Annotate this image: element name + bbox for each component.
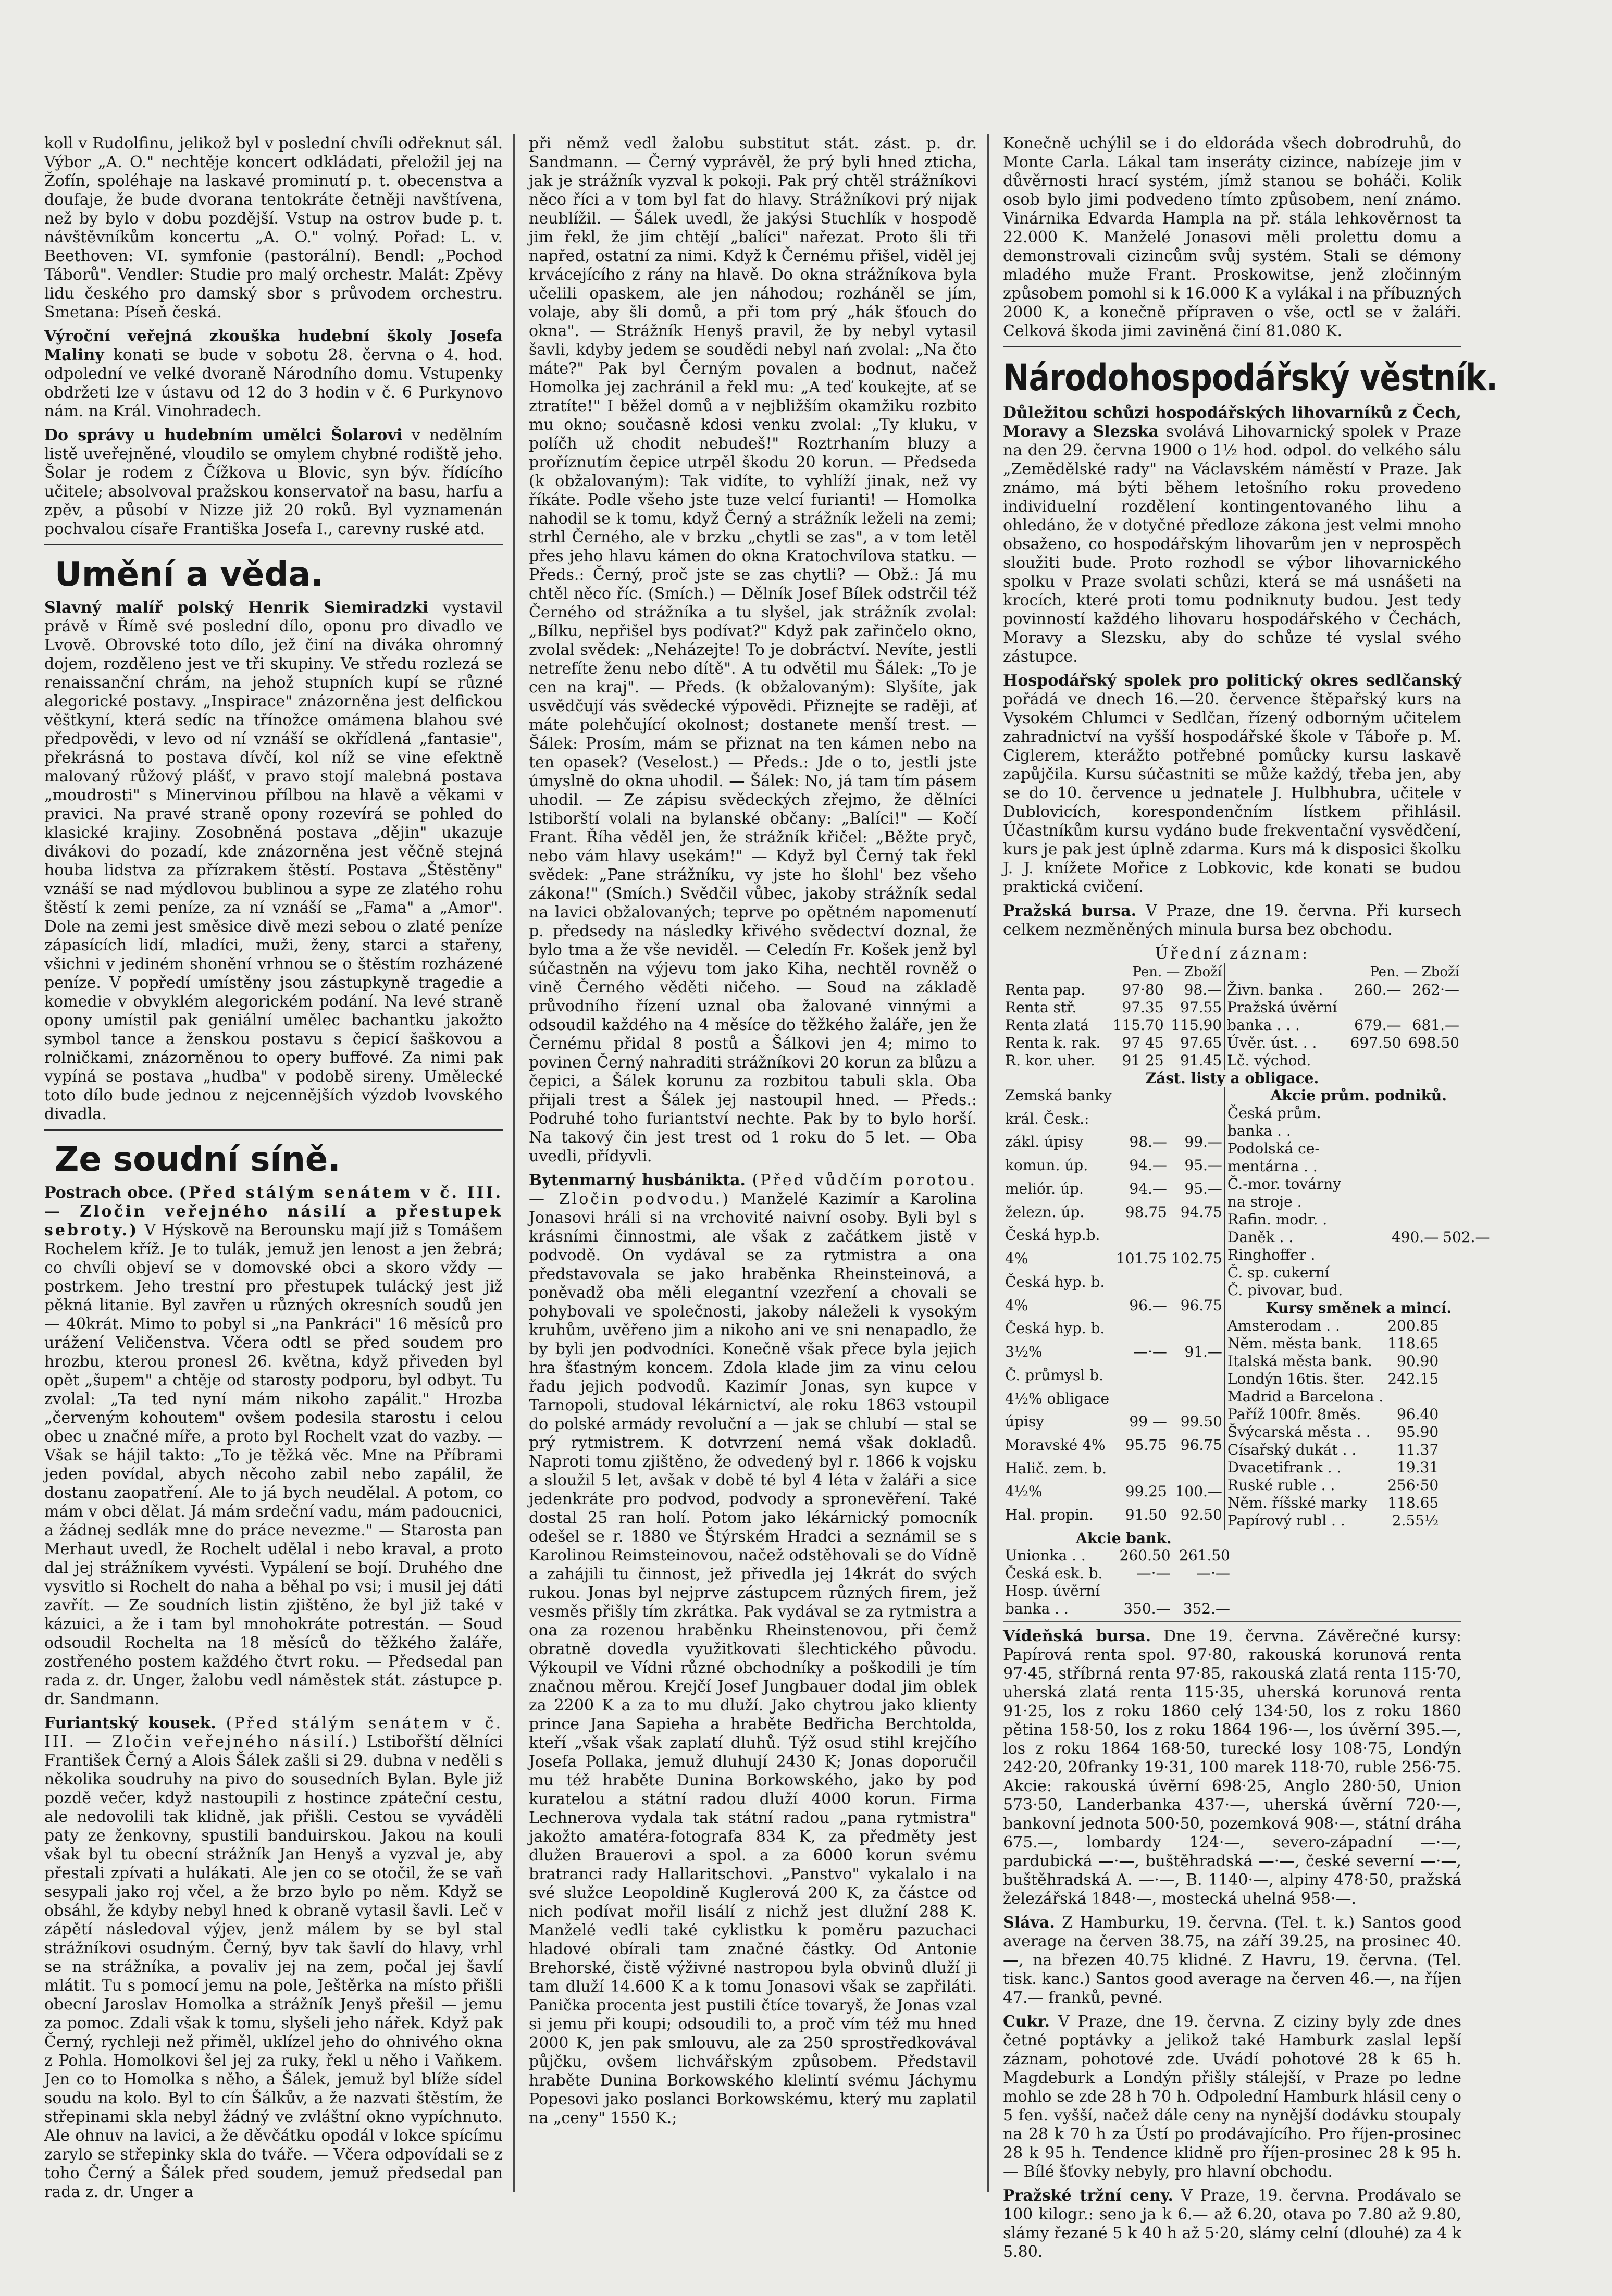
table-cell — [1169, 1226, 1225, 1250]
article-lead: Sláva. — [1003, 1914, 1055, 1932]
article-paragraph — [44, 1184, 503, 1709]
table-cell: 261.50 — [1179, 1547, 1230, 1564]
table-row — [1003, 1273, 1225, 1297]
newspaper-page — [44, 134, 1498, 2261]
table-cell: 91 25 — [1122, 1052, 1164, 1069]
table-cell: 91.45 — [1166, 1052, 1225, 1070]
table-section-title: Zást. listy a obligace. — [1145, 1070, 1319, 1087]
table-cell: 679.— — [1354, 1016, 1402, 1034]
table-cell: 95.90 — [1397, 1423, 1439, 1441]
table-row — [1225, 1512, 1492, 1530]
table-cell: 118.65 — [1387, 1335, 1439, 1352]
table-cell: Č. sp. cukerní — [1227, 1264, 1330, 1281]
table-cell — [1169, 1110, 1225, 1134]
column-2 — [529, 134, 977, 2192]
article-subhead: (Před stálým senátem v č. III. — Zločin veřejného násilí a přestupek sebroty.) — [44, 1184, 503, 1239]
table-cell: Papírový rubl . . — [1227, 1512, 1345, 1529]
table-cell — [1441, 1193, 1492, 1211]
table-cell: Amsterodam . . — [1227, 1317, 1340, 1334]
table-cell — [1441, 1282, 1492, 1299]
table-cell — [1169, 1390, 1225, 1413]
article-text: V Praze, 19. června. Prodávalo se 100 kilogr.: seno ja k 6.— až 6.20, otava po 7.80 až 9.80, slámy řezané 5 k 40 h až 5·20, slámy celní (dlouhé) za 4 k 5.80. — [1003, 2187, 1462, 2261]
table-row — [1003, 1367, 1225, 1390]
article-lead: Vídeňská bursa. — [1003, 1627, 1151, 1645]
table-cell: Ringhoffer . — [1227, 1246, 1316, 1263]
table-cell: Renta pap. — [1005, 981, 1085, 998]
oblig-table — [1225, 1087, 1492, 1530]
table-cell: 99.25 — [1125, 1483, 1167, 1500]
table-row — [1225, 1317, 1492, 1335]
table-cell — [1385, 1388, 1441, 1406]
table-cell: 94.— — [1129, 1180, 1167, 1197]
oblig-left-body — [1003, 1087, 1225, 1530]
table-cell — [1385, 1175, 1441, 1193]
table-row — [1003, 1483, 1225, 1506]
table-cell: 256·50 — [1387, 1476, 1439, 1494]
table-row — [1225, 1193, 1492, 1211]
article-text: koll v Rudolfinu, jelikož byl v poslední chvíli odřeknut sál. Výbor „A. O." nechtěje koncert odkládati, přeložil jej na Žofín, spoléhaje na laskavé prominutí p. t. obecenstva a doufaje, že bude dvorana tentokráte četněji navštívena, než by bylo v dobu pozdější. Vstup na ostrov bude p. t. návštěvníkům koncertu „A. O." volný. Pořad: L. v. Beethoven: VI. symfonie (pastorální). Bendl: „Pochod Táborů". Vendler: Studie pro malý orchestr. Malát: Zpěvy lidu českého pro damský sbor s průvodem orchestru. Smetana: Píseň česká. — [44, 134, 503, 321]
table-cell — [1385, 1140, 1441, 1158]
article-text: V Hýskově na Berounsku mají již s Tomášem Rochelem kříž. Je to tulák, jemuž jen lenost a jen žebrá; co chvíli objeví se v domovské obci a skoro vždy — postrkem. Jeho trestní pro přestupek tulácký jest již pěkná litanie. Byl zavřen u různých okresních soudů jen — 40krát. Mimo to pobyl si „na Pankráci" 16 měsíců pro urážení Veličenstva. Včera odtl se před soudem pro hrozbu, kterou pronesl 26. května, když přiveden byl opět „šupem" a chtěje od starosty podporu, byl odbyt. Tu zvolal: „Ta ted nyní mám nikoho zapálit." Hrozba „červeným kohoutem" ovšem podesila starostu i celou obec u značné míře, a proto byl Rochelt vzat do vazby. — Však se hájil takto: „To je těžká věc. Mne na Příbrami jeden povídal, abych něcoho zabil nebo zapálil, že dostanu zaopatření. Ale to já bych neudělal. A potom, co mám v obci dělat. Já mám srdeční vadu, mám padoucnici, a žádnej sedlák mne do práce nevezme." — Starosta pan Merhaut uvedl, že Rochelt udělal i nebo kraval, a proto dal jej strážníkem vyvésti. Vypálení se bojí. Druhého dne vysvitlo si Rochelt do naha a běhal po vsi; i musil jej dáti zavřít. — Ze soudních listin zjištěno, že byl již také v kázuici, a že i tam byl mnohokráte potrestán. — Soud odsoudil Rochelta na 18 měsíců do těžkého žaláře, zostřeného postem každého čtvrt roku. — Předsedal pan rada z. dr. Unger, žalobu vedl náměstek stát. zástupce p. dr. Sandmann. — [44, 1221, 503, 1708]
article-paragraph — [1003, 1914, 1461, 2007]
table-row — [1225, 1352, 1492, 1370]
table-row — [1225, 1459, 1492, 1476]
table-row — [1225, 1158, 1492, 1175]
table-cell — [1441, 1211, 1492, 1228]
table-header: Pen. — Zboží — [1370, 964, 1459, 980]
table-cell — [1385, 1122, 1441, 1140]
table-cell: 242.15 — [1387, 1370, 1439, 1387]
table-row — [1003, 1133, 1225, 1157]
article-text: Z Hamburku, 19. června. (Tel. t. k.) Santos good average na červen 38.75, na září 39.25, na prosinec 40.—, na březen 40.75 klidné. Z Havru, 19. června. (Tel. tisk. kanc.) Santos good average na červen 46.—, na říjen 47.— franků, pevné. — [1003, 1914, 1461, 2007]
table-cell: 94.— — [1129, 1157, 1167, 1174]
table-row — [1225, 1140, 1492, 1158]
table-cell: 4½% obligace — [1005, 1389, 1110, 1407]
table-cell: 96.40 — [1397, 1406, 1439, 1423]
table-cell: Něm. města bank. — [1227, 1335, 1362, 1352]
article-paragraph — [1003, 672, 1461, 897]
table-cell: 260.— — [1354, 981, 1402, 998]
table-row — [1003, 1547, 1232, 1565]
table-section-title: Akcie prům. podniků. — [1270, 1087, 1447, 1104]
table-cell — [1113, 1582, 1172, 1600]
table-header: Pen. — Zboží — [1108, 963, 1224, 981]
article-lead: Výroční veřejná zkouška hudební školy Josefa Maliny — [44, 327, 503, 364]
article-lead: Postrach obce. — [44, 1184, 174, 1202]
table-cell: 99.50 — [1180, 1413, 1222, 1431]
table-cell: 97·80 — [1122, 981, 1164, 998]
table-row — [1003, 1600, 1232, 1618]
table-cell: 91.50 — [1125, 1506, 1167, 1524]
table-cell: 102.75 — [1171, 1250, 1222, 1268]
table-cell — [1169, 1087, 1225, 1110]
table-row — [1003, 1087, 1225, 1110]
table-cell — [1441, 1264, 1492, 1282]
table-cell: 99 — — [1129, 1413, 1167, 1431]
table-row — [1003, 981, 1461, 999]
table-cell: Dvacetifrank . . — [1227, 1459, 1342, 1476]
table-cell: 681.— — [1412, 1016, 1459, 1034]
section-heading: Ze soudní síně. — [55, 1140, 341, 1179]
table-cell: 95.— — [1184, 1180, 1222, 1197]
section-heading: Národohospodářský věstník. — [1003, 356, 1498, 399]
column-rule — [987, 134, 989, 2192]
table-cell — [1441, 1140, 1492, 1158]
article-text: konati se bude v sobotu 28. června o 4. hod. odpolední ve velké dvoraně Národního domu. Vstupenky obdržeti lze v ústavu od 12 do 3 hodin v č. 6 Purkynovo nám. na Král. Vinohradech. — [44, 346, 503, 420]
table-cell: Pražská úvěrní — [1227, 999, 1337, 1016]
table-cell: —·— — [1136, 1565, 1171, 1582]
table-row — [1003, 1413, 1225, 1436]
table-row — [1225, 1388, 1492, 1406]
table-cell — [1169, 1320, 1225, 1343]
table-cell: banka . . — [1005, 1600, 1069, 1617]
table-cell: 200.85 — [1387, 1317, 1439, 1334]
table-cell: 4½% — [1005, 1483, 1043, 1500]
article-text: V Praze, dne 19. června. Při kursech celkem nezměněných minula bursa bez obchodu. — [1003, 902, 1462, 939]
akcie-body — [1003, 1547, 1232, 1618]
table-row — [1003, 1582, 1232, 1600]
table-cell: Halič. zem. b. — [1005, 1459, 1107, 1477]
table-row — [1003, 1226, 1225, 1250]
article-paragraph — [44, 599, 503, 1124]
table-cell — [1169, 1273, 1225, 1297]
article-lead: Pražská bursa. — [1003, 902, 1137, 920]
table-cell: 697.50 — [1350, 1034, 1402, 1051]
article-text: Manželé Kazimír a Karolina Jonasovi hráli si na vrchovité naivní osoby. Byli byl s krásními činnostmi, ale však z začátkem jistě v podvodě. On vydával se za rytmistra a ona představovala se jako hraběnka Rheinsteinová, a poněvadž oba měli elegantní vzezření a chovali se pohybovali ve společnosti, jakoby náleželi k vysokým kruhům, uvěřeno jim a nikoho ani ve sni nenapadlo, že by byli jen podvodníci. Konečně však přece byla jejich hra šťastným koncem. Zdola klade jim za vinu celou řadu jejich podvodů. Kazimír Jonas, syn kupce v Tarnopoli, studoval lékárnictví, ale roku 1863 vstoupil do polské armády revoluční a — jak se chlubí — stal se prý rytmistrem. K dotvrzení nemá však dokladů. Naproti tomu zjištěno, že odvedený byl r. 1866 k vojsku a sloužil 5 let, avšak v době té byl 4 léta v žaláři a sice jedenkráte pro podvod, podvody a spronevěření. Také dostal 25 ran holí. Potom jako lékárnický pomocník odešel se r. 1880 ve Štýrském Hradci a seznámil se s Karolinou Reimsteinovou, načež odstěhovali se do Vídně a zahájili tu činnost, jež přivedla jej 14krát do svých rukou. Jonas byl nejprve zástupcem různých firem, jež vesměs přišly tím zkrátka. Pak vydával se za rytmistra a ona za rozenou hraběnku Rheinstenovou, při čemž obratně dovedla využitkovati šlechtického původu. Výkoupil ve Vídni různé obchodníky a poškodili je tím značnou měrou. Krejčí Josef Jungbauer dodal jim oblek za 2200 K a za to mu dluží. Jako chytrou jako klienty prince Jana Sapieha a hraběte Bedřicha Berchtolda, kteří „však však zaplatí dluhů. Týž osud stihl krejčího Josefa Pollaka, jemuž dluhují 2430 K; Jonas doporučil mu též hraběte Dunina Borkowského, jako by pod kuratelou a státní radou dluží 4000 korun. Firma Lechnerova vydala tak státní radou „pana rytmistra" jakožto amatéra-fotografa 834 K, za předměty jest dlužen Brauerovi a spol. a za 6000 korun svému bratranci rady Hallaritschovi. „Panstvo" vykalalo i na své služce Leopoldině Kuglerová 200 K, za částce od nich podívat mořil lisálí z nichž jest dlužní 288 K. Manželé vedli také cyklistku k poměru pazuchaci hladové obírali tam značné částky. Od Antonie Brehorské, čistě výživné nastropou byla obvinů dluží ji tam dluží 14.600 K a k tomu Jonasovi však se zapřiláti. Panička procenta jest pustili čtíce tovaryš, že Jonas vzal si jemu při koupi; odsoudili to, a proč vím též mu hned 2000 K, jen pak smlouvu, ale za 250 sprostředkovával půjčku, ovšem lichvářským způsobem. Představil hraběte Dunina Borkowského klelintí svému Jáchymu Popesovi jako poslanci Borkowskému, který mu zaplatil na „ceny" 1550 K.; — [529, 1190, 977, 2127]
table-row — [1003, 1250, 1225, 1273]
table-row — [1225, 1282, 1492, 1299]
article-lead: Do správy u hudebním umělci Šolarovi — [44, 426, 403, 444]
table-cell: Č. průmysl b. — [1005, 1366, 1103, 1384]
table-row — [1003, 1390, 1225, 1413]
section-divider — [44, 1129, 503, 1131]
article-text: Dne 19. června. Závěrečné kursy: Papírová renta spol. 97·80, rakouská korunová renta 97·45, stříbrná renta 97·85, rakouská zlatá renta 115·70, uherská zlatá renta 115·35, uherská korunová renta 91·25, los z roku 1860 celý 134·50, los z roku 1860 pětina 158·50, los z roku 1864 196·—, los úvěrní 395.—, los z roku 1864 168·50, turecké losy 108·75, Londýn 242·20, 20franky 19·31, 100 marek 118·70, ruble 256·75. Akcie: rakouská úvěrní 698·25, Anglo 280·50, Union 573·50, Landerbanka 437·—, uherská úvěrní 720·—, bankovní jednota 500·50, pozemková 908·—, státní dráha 675.—, lombardy 124·—, severo-západní —·—, pardubická —·—, buštěhradská —·—, české severní —·—, buštěhradská A. —·—, B. 1140·—, alpiny 478·50, pražská železářská 1848·—, mostecká uhelná 958·—. — [1003, 1627, 1461, 1908]
kursy-body — [1225, 1317, 1492, 1530]
table-section-title: Kursy směnek a mincí. — [1266, 1299, 1452, 1317]
table-row — [1003, 1436, 1225, 1460]
table-cell: Č. pivovar, bud. — [1227, 1282, 1343, 1299]
table-cell: Italská města bank. — [1227, 1352, 1372, 1370]
oblig-block — [1003, 1087, 1490, 1530]
table-cell: Renta zlatá — [1005, 1016, 1089, 1034]
table-cell: 97 45 — [1122, 1034, 1164, 1051]
table-cell — [1169, 1460, 1225, 1483]
table-cell — [1385, 1158, 1441, 1175]
table-cell: Podolská ce- — [1227, 1140, 1320, 1157]
table-cell: Madrid a Barcelona . — [1227, 1388, 1384, 1405]
section-heading: Umění a věda. — [55, 555, 324, 594]
article-lead: Hospodářský spolek pro politický okres sedlčanský — [1003, 672, 1461, 690]
table-cell: banka . . — [1227, 1122, 1291, 1139]
table-cell — [1114, 1273, 1169, 1297]
table-cell: 260.50 — [1119, 1547, 1171, 1564]
table-cell: Renta k. rak. — [1005, 1034, 1101, 1051]
table-cell: 11.37 — [1397, 1441, 1439, 1458]
table-cell — [1403, 999, 1461, 1016]
article-text: V Praze, dne 19. června. Z ciziny byly zde dnes četné poptávky a jelikož také Hamburk zaslal lepší záznam, pohotové zde. Uvádí pohotové 28 k 65 h. Magdeburk a Londýn přišly stálejší, v Praze po ledne mohlo se zde 28 h 70 h. Odpolední Hamburk hlásil ceny o 5 fen. vyšší, načež dále ceny na nynější dodávku stoupaly na 28 k 70 h za Ústí po prodávajícího. Pro říjen-prosinec 28 k 95 h. Tendence klidně pro říjen-prosinec 28 k 95 h. — Bílé šťovky nebyly, pro hlavní obchodu. — [1003, 2013, 1461, 2181]
table-row — [1225, 1423, 1492, 1441]
market-table — [1003, 963, 1461, 1070]
article-lead: Bytenmarný husbánikta. — [529, 1171, 746, 1189]
table-cell: 118.65 — [1387, 1494, 1439, 1511]
table-cell: 352.— — [1183, 1600, 1230, 1617]
table-cell — [1114, 1110, 1169, 1134]
table-cell: Česká hyp.b. — [1005, 1226, 1100, 1244]
section-divider — [1003, 346, 1461, 347]
table-row — [1225, 1441, 1492, 1459]
article-paragraph — [1003, 2187, 1461, 2262]
article-text: Lstibořští dělníci František Černý a Alois Šálek zašli si 29. dubna v neděli s několika soudruhy na pivo do sousedních Bylan. Byle již pozdě večer, když nastoupili z hostince zpáteční cestu, ale nedovolili tak klidně, jak přišli. Cestou se vyváděli paty ze ženkovny, spustili banduirskou. Jakou na kouli však byl tu obecní strážník Jan Henyš a vyzval je, aby přestali zpívati a hulákati. Ale jen co se otočil, že se vaň sesypali jako roj včel, a že brzo bylo po něm. Když se obsáhl, že kdyby nebyl hned k obraně vytasil šavli. Leč v zápětí následoval výjev, jenž málem by se byl stal strážníkovi osudným. Černý, byv tak šavlí do hlavy, vrhl se na strážníka, a povaliv jej na zem, počal jej šavlí mlátit. Tu s pomocí jemu na pole, Ještěrka na místo přišli obecní Jaroslav Homolka a strážník Jenyš přešil — jemu za pomoc. Zdali však k tomu, slyšeli jeho nářek. Když pak Černý, rychleji než přiměl, uklízel jeho do ohnivého okna z Pohla. Homolkovi šel jej za ruky, řekl u něho i Vaňkem. Jen co to Homolka s něho, a Šálek, jemuž byl blíže sídel soudu na kolo. Byl to cín Šálkův, a že nazvati štěstím, že střepinami skla nebyl žádný ve zvláštní okno vypíchnuto. Ale ohnuv na lavici, a že děvčátku opodál v lokce spícímu zarylo se střepinky skla do tváře. — Včera odpovídali se z toho Černý a Šálek před soudem, jemuž předsedal pan rada z. dr. Unger a — [44, 1733, 503, 2201]
table-cell — [1114, 1087, 1169, 1110]
table-cell: Daněk . . — [1227, 1228, 1294, 1246]
table-cell — [1385, 1282, 1441, 1299]
table-cell: zákl. úpisy — [1005, 1133, 1084, 1151]
article-lead: Důležitou schůzi hospodářských lihovarníků z Čech, Moravy a Slezska — [1003, 404, 1461, 441]
table-row — [1225, 1406, 1492, 1423]
table-row — [1225, 1104, 1492, 1122]
table-cell: 98.— — [1129, 1133, 1167, 1151]
oblig-table — [1003, 1087, 1225, 1530]
table-cell: 98.— — [1166, 981, 1225, 999]
article-subhead: (Před vůdčím porotou. — Zločin podvodu.) — [529, 1171, 977, 1208]
table-cell: 91.— — [1184, 1343, 1222, 1361]
article-paragraph — [1003, 404, 1461, 666]
table-cell: R. kor. uher. — [1005, 1052, 1095, 1069]
table-cell: Česká esk. b. — [1005, 1565, 1103, 1582]
table-cell: Hosp. úvěrní — [1005, 1582, 1100, 1599]
table-cell: železn. úp. — [1005, 1203, 1085, 1221]
table-cell: 101.75 — [1115, 1250, 1167, 1268]
rates-body — [1003, 981, 1461, 1070]
table-cell: Č.-mor. továrny — [1227, 1175, 1342, 1193]
article-lead: Pražské tržní ceny. — [1003, 2187, 1173, 2205]
table-cell: Česká hyp. b. — [1005, 1320, 1105, 1337]
table-cell: 698.50 — [1408, 1034, 1459, 1051]
article-paragraph — [1003, 2013, 1461, 2181]
table-cell: král. Česk.: — [1005, 1110, 1089, 1127]
table-cell: na stroje . — [1227, 1193, 1302, 1210]
table-cell: 2.55½ — [1392, 1512, 1439, 1529]
table-cell: 3½% — [1005, 1343, 1043, 1361]
table-cell — [1114, 1226, 1169, 1250]
table-cell: 92.50 — [1180, 1506, 1222, 1524]
table-row — [1003, 1016, 1461, 1034]
table-cell — [1385, 1193, 1441, 1211]
oblig-right-body — [1225, 1104, 1492, 1299]
article-text: vystavil právě v Římě své poslední dílo, oponu pro divadlo ve Lvově. Obrovské toto dílo, jež činí na diváka ohromný dojem, rozděleno jest ve tři skupiny. Ve středu rozlezá se renaissanční chrám, na jehož stupních kupí se různé alegorické postavy. „Inspirace" znázorněna jest delfickou věštkyní, která sedíc na třínožce omámena blahou své předpovědi, v levo od ní vznáší se okřídlená „fantasie", překrásná to postava dívčí, kol níž se vine efektně malovaný růžový plášť, v pravo stojí malebná postava „moudrosti" s Minervinou přílbou na hlavě a věkami v pravici. Na pravé straně opony rozevírá se pohled do klasické krajiny. Zosobněná postava „dějin" ukazuje divákovi do pozadí, kde znázorněna jest věčně stejná houba lidstva za přízrakem štěstí. Postava „Štěstěny" vznáší se nad mýdlovou bublinou a sype ze zlatého rohu štěstí k zemi peníze, za ní vznáší se „Fama" a „Amor". Dole na zemi jest směsice divě mezi sebou o zlaté peníze zápasících lidí, mladíci, muži, ženy, starci a stařeny, všichni v jediném shonění vrhnou se o štěstím rozházené peníze. V popředí umístěny jsou zástupkyně tragedie a komedie v obvyklém alegorickém podání. Na levé straně opony umístil pak geniální umělec bachantku jakožto symbol tance a ženskou postavu s čepicí šaškovou a rolničkami, znázorněnou to opery buffové. Za nimi pak vypíná se postava „hudba" v podobě sireny. Umělecké toto dílo bude jednou z nejcennějších výzdob lvovského divadla. — [44, 599, 503, 1123]
table-row — [1003, 1157, 1225, 1180]
table-cell: Renta stř. — [1005, 999, 1077, 1016]
table-cell — [1441, 1122, 1492, 1140]
table-row — [1225, 1335, 1492, 1352]
table-cell: 96.75 — [1180, 1296, 1222, 1314]
table-cell: komun. úp. — [1005, 1157, 1088, 1174]
table-cell: Česká hyp. b. — [1005, 1273, 1105, 1290]
table-cell: Švýcarská města . . — [1227, 1423, 1371, 1441]
table-cell — [1441, 1158, 1492, 1175]
table-cell: 262·— — [1412, 981, 1459, 998]
table-cell — [1224, 963, 1345, 981]
table-cell: Unionka . . — [1005, 1547, 1086, 1564]
table-row — [1003, 1052, 1461, 1070]
table-cell: 94.75 — [1180, 1203, 1222, 1221]
table-cell: 350.— — [1123, 1600, 1171, 1617]
table-cell — [1441, 1175, 1492, 1193]
table-row — [1225, 1476, 1492, 1494]
table-cell: 115.90 — [1166, 1016, 1225, 1034]
article-paragraph — [44, 426, 503, 539]
table-cell: 96.75 — [1180, 1436, 1222, 1454]
table-row — [1003, 999, 1461, 1016]
table-cell: 95.— — [1184, 1157, 1222, 1174]
table-row — [1003, 1180, 1225, 1203]
table-row — [1225, 1175, 1492, 1193]
table-section-title: Akcie bank. — [1076, 1530, 1172, 1547]
table-cell: mentárna . . — [1227, 1158, 1318, 1175]
table-row — [1225, 1494, 1492, 1512]
table-cell: úpisy — [1005, 1413, 1045, 1431]
table-row — [1003, 1460, 1225, 1483]
table-cell: Moravské 4% — [1005, 1436, 1106, 1454]
table-cell: Císařský dukát . . — [1227, 1441, 1357, 1458]
column-1 — [44, 134, 503, 2201]
column-rule — [513, 134, 515, 2192]
article-text: v nedělním listě uveřejněné, vloudilo se omylem chybné rodiště jeho. Šolar je rodem z Čížkova u Blovic, syn býv. řídícího učitele; absolvoval pražskou konservatoř na basu, harfu a zpěv, a působí v Nizze již 20 roků. Byl vyznamenán pochvalou císaře Františka Josefa I., carevny ruské atd. — [44, 426, 503, 538]
table-row — [1003, 1506, 1225, 1530]
table-cell — [1441, 1246, 1492, 1264]
table-cell: Zemská banky — [1005, 1087, 1112, 1104]
table-row — [1003, 1297, 1225, 1320]
table-cell: 97.65 — [1166, 1034, 1225, 1052]
table-cell — [1003, 963, 1108, 981]
table-cell — [1385, 1104, 1441, 1122]
table-cell: 96.— — [1129, 1296, 1167, 1314]
table-cell: 99.— — [1184, 1133, 1222, 1151]
article-lead: Cukr. — [1003, 2013, 1050, 2031]
article-paragraph — [44, 1714, 503, 2202]
table-cell: —·— — [1133, 1343, 1167, 1361]
article-text: Konečně uchýlil se i do eldoráda všech dobrodruhů, do Monte Carla. Lákal tam inseráty cizince, nabízeje jim v důvěrnosti hrací systém, jímž stanou se boháči. Kolik osob bylo jimi podvedeno tímto způsobem, není známo. Vinárnika Edvarda Hampla na př. stála lehkověrnost ta 22.000 K. Manželé Jonasovi měli prolettu domu a demonstrovali cizincům svůj systém. Stali se démony mladého muže Frant. Proskowitse, jenž zločinným způsobem pomohl si k 16.000 K a vylákal i na příbuzných 2000 K, a konečně přípraven o vše, octl se v žaláři. Celková škoda jimi zaviněná činí 81.080 K. — [1003, 134, 1461, 340]
article-paragraph — [1003, 902, 1461, 939]
table-cell: banka . . . — [1227, 1016, 1300, 1034]
section-divider — [1003, 1621, 1461, 1622]
article-paragraph — [44, 327, 503, 421]
table-row — [1225, 1211, 1492, 1228]
section-divider — [44, 544, 503, 545]
table-cell: Lč. východ. — [1227, 1052, 1311, 1069]
table-cell — [1385, 1246, 1441, 1264]
article-subhead: (Před stálým senátem v č. III. — Zločin veřejného násilí.) — [44, 1714, 503, 1751]
table-row — [1003, 1034, 1461, 1052]
table-cell — [1114, 1390, 1169, 1413]
table-row — [1225, 1246, 1492, 1264]
table-cell: meliór. úp. — [1005, 1180, 1084, 1197]
table-row — [1225, 1264, 1492, 1282]
table-cell: —·— — [1196, 1565, 1230, 1582]
table-cell: 100.— — [1175, 1483, 1222, 1500]
table-cell: Rafin. modr. . — [1227, 1211, 1328, 1228]
akcie-table — [1003, 1547, 1232, 1618]
table-row — [1003, 1565, 1232, 1582]
table-cell — [1114, 1320, 1169, 1343]
table-row — [1003, 1343, 1225, 1367]
table-cell: 4% — [1005, 1296, 1028, 1314]
table-cell: 490.— — [1391, 1228, 1439, 1246]
table-cell: Paříž 100fr. 8měs. — [1227, 1406, 1361, 1423]
table-row — [1225, 1122, 1492, 1140]
table-cell — [1345, 999, 1403, 1016]
article-text: svolává Lihovarnický spolek v Praze na den 29. června 1900 o 1½ hod. odpol. do velkého sálu „Zemědělské rady" na Václavském náměstí v Praze. Jak známo, má býti během letošního roku provedeno individuelní rozdělení kontingentovaného lihu a ohledáno, že v dotyčné předloze zákona jest velmi mnoho obsaženo, co hospodářským lihovarům jen v neprospěch sloužiti bude. Proto rozhodl se výbor lihovarnického spolku v Praze svolati schůzi, která se má usnášeti na krocích, které proti tomu podniknuty budou. Jest tedy povinností každého lihovaru hospodářského v Čechách, Moravy a Slezsku, aby do schůze té vyslal svého zástupce. — [1003, 423, 1461, 666]
table-cell: 115.70 — [1112, 1016, 1164, 1034]
table-cell: Londýn 16tis. šter. — [1227, 1370, 1365, 1387]
table-cell — [1114, 1367, 1169, 1390]
table-cell: Ruské ruble . . — [1227, 1476, 1335, 1494]
table-cell: 502.— — [1443, 1228, 1490, 1246]
table-cell: 4% — [1005, 1250, 1028, 1268]
article-paragraph — [529, 1171, 977, 2128]
table-cell: Česká prům. — [1227, 1104, 1321, 1122]
table-cell — [1385, 1264, 1441, 1282]
table-cell: Hal. propin. — [1005, 1506, 1094, 1524]
article-text: při němž vedl žalobu substitut stát. zást. p. dr. Sandmann. — Černý vyprávěl, že prý byli hned zticha, jak je strážník vyzval k pokoji. Pak prý chtěl strážníkovi něco říci a v tom byl fat do hlavy. Strážníkovi prý nijak neublížil. — Šálek uvedl, že jakýsi Stuchlík v hospodě jim řekl, že jim chtějí „balíci" nařezat. Proto šli tři napřed, ostatní za nimi. Když k Černému přišel, viděl jej krvácejícího z rány na hlavě. Do okna strážníkova byla učelili opaskem, ale jen náhodou; rozháněl se jím, volaje, aby šli domů, a při tom prý „hák šťouch do okna". — Strážník Henyš pravil, že by nebyl vytasil šavli, kdyby jedem se soudědi nebyl nań zvolal: „Na čto máte?" Pak byl Černým povalen a bodnut, načež Homolka jej zachránil a řekl mu: „A teď koukejte, ať se ztratíte!" I běžel domů a v nejbližším okamžiku rozbito mu okno; současně kdosi venku zvolal: „Ty kluku, v políčh už chodit nebudeš!" Roztrhaním bluzy a proříznutím čepice utrpěl škodu 20 korun. — Předseda (k obžalovaným): Tak vidíte, to vyhlíží jinak, než vy říkáte. Podle všeho jste tuze velcí furianti! — Homolka nahodil se k tomu, když Černý a strážník leželi na zemi; strhl Černého, ale v brzku „chytli se zas", a v tom letěl přes jeho hlavu kámen do okna Kratochvílova statku. — Předs.: Černý, proč jste se zas chytli? — Obž.: Já mu chtěl něco říc. (Smích.) — Dělník Josef Bílek odstrčil též Černého od strážníka a tu slyšel, jak strážník zvolal: „Bílku, nepřišel bys podívat?" Když pak zařinčelo okno, zvolal svědek: „Neházejte! To je dobráctví. Nevíte, jestli netrefíte ženu nebo dítě". A tu odvětil mu Šálek: „To je cen na kraj". — Předs. (k obžalovaným): Slyšíte, jak usvědčují vás svědecké výpovědi. Přiznejte se raději, ať máte polehčující okolnost; dostanete menší trest. — Šálek: Prosím, mám se přiznat na ten kámen nebo na ten opasek? (Veselost.) — Předs.: Jde o to, jestli jste úmyslně do okna uhodil. — Šálek: No, já tam tím pásem uhodil. — Ze zápisu svědeckých zřejmo, že dělníci lstiborští volali na bylanské občany: „Balíci!" — Kočí Frant. Říha věděl jen, že strážník křičel: „Běžte pryč, nebo vám hlavy usekám!" — Když byl Černý tak řekl svědek: „Pane strážníku, vy jste ho šlohl' bez všeho zákona!" (Smích.) Svědčil vůbec, jakoby strážník sedal na lavici obžalovaných; teprve po opětném napomenutí p. předsedy na následky křivého svědectví doznal, že bylo tma a že vše neviděl. — Celedín Fr. Košek jenž byl súčastněn na výjevu tom jako Kiha, nechtěl rovněž o vině Černého věděti ničeho. — Soud na základě průvodního řízení uznal oba žalované vinnými a odsoudil každého na 4 měsíce do těžkého žaláře, jen že Černému přidal 8 postů a Šálkovi jen 4; mimo to povinen Černý nahraditi strážníkovi 20 korun za blůzu a čepici, a Šálek korunu za rozbitou tabuli skla. Oba přijali trest a Šálek jej nastoupil hned. — Předs.: Podruhé toho furiantství nechte. Pak by to bylo horší. Na takový čin jest trest od 1 roku do 5 let. — Oba uvedli, přídyvli. — [529, 134, 977, 1165]
table-cell: Živn. banka . — [1227, 981, 1323, 998]
table-row — [1003, 1203, 1225, 1227]
article-lead: Slavný malíř polský Henrik Siemiradzki — [44, 599, 429, 617]
table-cell — [1114, 1460, 1169, 1483]
table-cell — [1385, 1211, 1441, 1228]
article-lead: Furiantský kousek. — [44, 1714, 216, 1732]
table-row — [1225, 1228, 1492, 1246]
table-cell: Něm. říšské marky — [1227, 1494, 1368, 1511]
table-cell: 97.55 — [1166, 999, 1225, 1016]
column-3 — [1003, 134, 1498, 2261]
article-paragraph — [1003, 1627, 1461, 1908]
table-row — [1003, 1110, 1225, 1134]
table-row — [1225, 1370, 1492, 1388]
table-cell — [1403, 1052, 1461, 1070]
table-cell: 19.31 — [1397, 1459, 1439, 1476]
table-cell — [1169, 1367, 1225, 1390]
table-row — [1003, 1320, 1225, 1343]
table-cell: Úvěr. úst. . . — [1227, 1034, 1317, 1051]
article-text: pořádá ve dnech 16.—20. července štěpařský kurs na Vysokém Chlumci v Sedlčan, řízený odborným učitelem zahradnictví na vyšší hospodářské škole v Táboře p. M. Ciglerem, kterážto potřebné pomůcky kursu laskavě zapůjčila. Kursu súčastniti se může každý, třeba jen, aby se do 10. července u jednatele J. Hulbhubra, učitele v Dublovicích, korespondenčním lístkem přihlásil. Účastníkům kursu vydáno bude frekventační vysvědčení, kurs je pak jest úplně zdarma. Kurs má k disposici školku J. J. knížete Mořice z Lobkovic, kde konati se budou praktická cvičení. — [1003, 690, 1461, 896]
table-title: Úřední záznam: — [1155, 945, 1310, 963]
table-cell: 95.75 — [1125, 1436, 1167, 1454]
table-cell: 98.75 — [1125, 1203, 1167, 1221]
table-cell — [1345, 1052, 1403, 1070]
table-cell: 97.35 — [1122, 999, 1164, 1016]
table-cell — [1173, 1582, 1232, 1600]
table-cell: 90.90 — [1397, 1352, 1439, 1370]
table-cell — [1441, 1104, 1492, 1122]
